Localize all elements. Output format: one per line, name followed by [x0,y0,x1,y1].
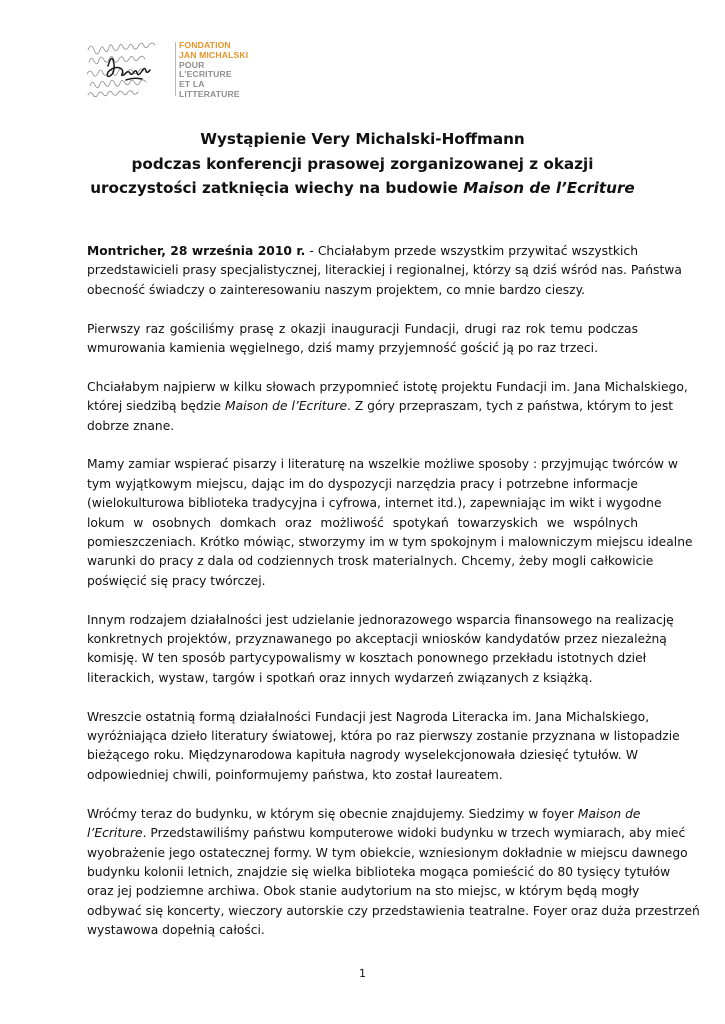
text-line: tym wyjątkowym miejscu, dając im do dyspozycji narzędzia pracy i potrzebne informacje [87,476,638,491]
logo-line-pour: POUR [179,59,205,70]
logo-line-ecriture: L'ECRITURE [179,69,232,80]
text-line: komisję. W ten sposób partycypowalismy w kosztach ponownego przekładu istotnych dzieł [87,651,647,666]
paragraph-5 [87,611,674,689]
text-line: (wielokulturowa biblioteka tradycyjna i cyfrowa, internet itd.), zapewniając im wikt i wygodne [87,496,662,511]
title-line-3 [40,176,685,201]
italic-title: Maison de [577,806,641,821]
text-line: poświęcić się pracy twórczej. [87,573,266,588]
text-line: wyobrażenie jego ostatecznej formy. W tym obiekcie, wzniesionym dokładnie w miejscu dawnego [87,845,688,860]
logo-line-jan-michalski: JAN MICHALSKI [179,49,249,60]
text-line [87,824,686,843]
text-line: Pierwszy raz gościliśmy prasę z okazji inauguracji Fundacji, drugi raz rok temu podczas [87,321,638,336]
text-line: warunki do pracy z dala od codziennych trosk materialnych. Chcemy, żeby mogli całkowicie [87,554,654,569]
paragraph-1 [87,242,682,300]
text-line: pomieszczeniach. Krótko mówiąc, stworzymy im w tym spokojnym i malowniczym miejscu idealne [87,535,693,550]
logo-line-litterature: LITTERATURE [179,88,240,99]
title-line-2: podczas konferencji prasowej zorganizowanej z okazji [131,154,594,173]
text-line: lokum w osobnych domkach oraz możliwość spotykań towarzyskich we wspólnych [87,515,638,530]
text-line: oraz jej podziemne archiwa. Obok stanie audytorium na sto miejsc, w którym będą mogły [87,884,640,899]
text-line [87,242,638,261]
handwriting-signature-logo [86,40,172,98]
paragraph-4 [87,455,693,591]
text-line: odpowiedniej chwili, poinformujemy państwa, kto został laureatem. [87,767,503,782]
text-line: literackich, wystaw, targów i spotkań oraz innych wydarzeń związanych z książką. [87,670,593,685]
text-line: Innym rodzajem działalności jest udzielanie jednorazowego wsparcia finansowego na realizację [87,612,674,627]
title-line-3-text: uroczystości zatknięcia wiechy na budowie [90,179,464,197]
logo-divider [175,42,176,96]
text-segment: . Przedstawiliśmy państwu komputerowe widoki budynku w trzech wymiarach, aby mieć [142,826,686,841]
paragraph-7 [87,805,700,941]
foundation-logo [86,40,276,98]
logo-line-et-la: ET LA [179,79,205,90]
paragraph-3 [87,378,688,436]
text-line: Chciałabym najpierw w kilku słowach przypomnieć istotę projektu Fundacji im. Jana Michalskiego, [87,379,688,394]
text-segment: której siedzibą będzie [87,399,225,414]
text-line: obecność świadczy o zainteresowaniu naszym projektem, co mnie bardzo cieszy. [87,282,585,297]
text-line: wmurowania kamienia węgielnego, dziś mamy przyjemność gościć ją po raz trzeci. [87,341,599,356]
text-line: budynku kolonii letnich, znajdzie się wielka biblioteka mogąca pomieścić do 80 tysięcy tytułów [87,864,671,879]
text-line: konkretnych projektów, przyznawanego po akceptacji wniosków kandydatów przez niezależną [87,632,667,647]
text-line [87,805,641,824]
italic-title: Maison de l’Ecriture [224,399,348,414]
logo-line-fondation: FONDATION [179,40,231,50]
paragraph-2 [87,320,638,359]
text-segment: - Chciałabym przede wszystkim przywitać wszystkich [305,244,638,258]
document-title [40,127,685,201]
text-line: Wreszcie ostatnią formą działalności Fundacji jest Nagroda Literacka im. Jana Michalskiego, [87,709,650,724]
title-line-1: Wystąpienie Very Michalski-Hoffmann [200,130,525,148]
text-segment: . Z góry przepraszam, tych z państwa, którym to jest [347,399,674,414]
dateline: Montricher, 28 września 2010 r. [87,244,306,258]
text-line: wyróżniająca dzieło literatury światowej, która po raz pierwszy zostanie przyznana w listopadzie [87,729,680,744]
page-number: 1 [359,967,366,980]
italic-title: l’Ecriture [87,826,143,841]
paragraph-6 [87,708,680,786]
text-line [87,397,674,416]
logo-wordmark [179,41,279,100]
text-line: przedstawicieli prasy specjalistycznej, literackiej i regionalnej, którzy są dziś wśród nas. Państwa [87,263,682,278]
text-line: odbywać się koncerty, wieczory autorskie czy przedstawienia teatralne. Foyer oraz duża przestrzeń [87,903,700,918]
document-body [87,242,700,960]
text-line: wystawowa dopełnią całości. [87,923,265,938]
text-line: Mamy zamiar wspierać pisarzy i literaturę na wszelkie możliwe sposoby : przyjmując twórców w [87,457,678,472]
text-line: dobrze znane. [87,418,175,433]
text-segment: Wróćmy teraz do budynku, w którym się obecnie znajdujemy. Siedzimy w foyer [87,806,578,821]
title-line-3-italic: Maison de l’Ecriture [463,179,635,197]
text-line: bieżącego roku. Międzynarodowa kapituła nagrody wyselekcjonowała dziesięć tytułów. W [87,748,638,763]
